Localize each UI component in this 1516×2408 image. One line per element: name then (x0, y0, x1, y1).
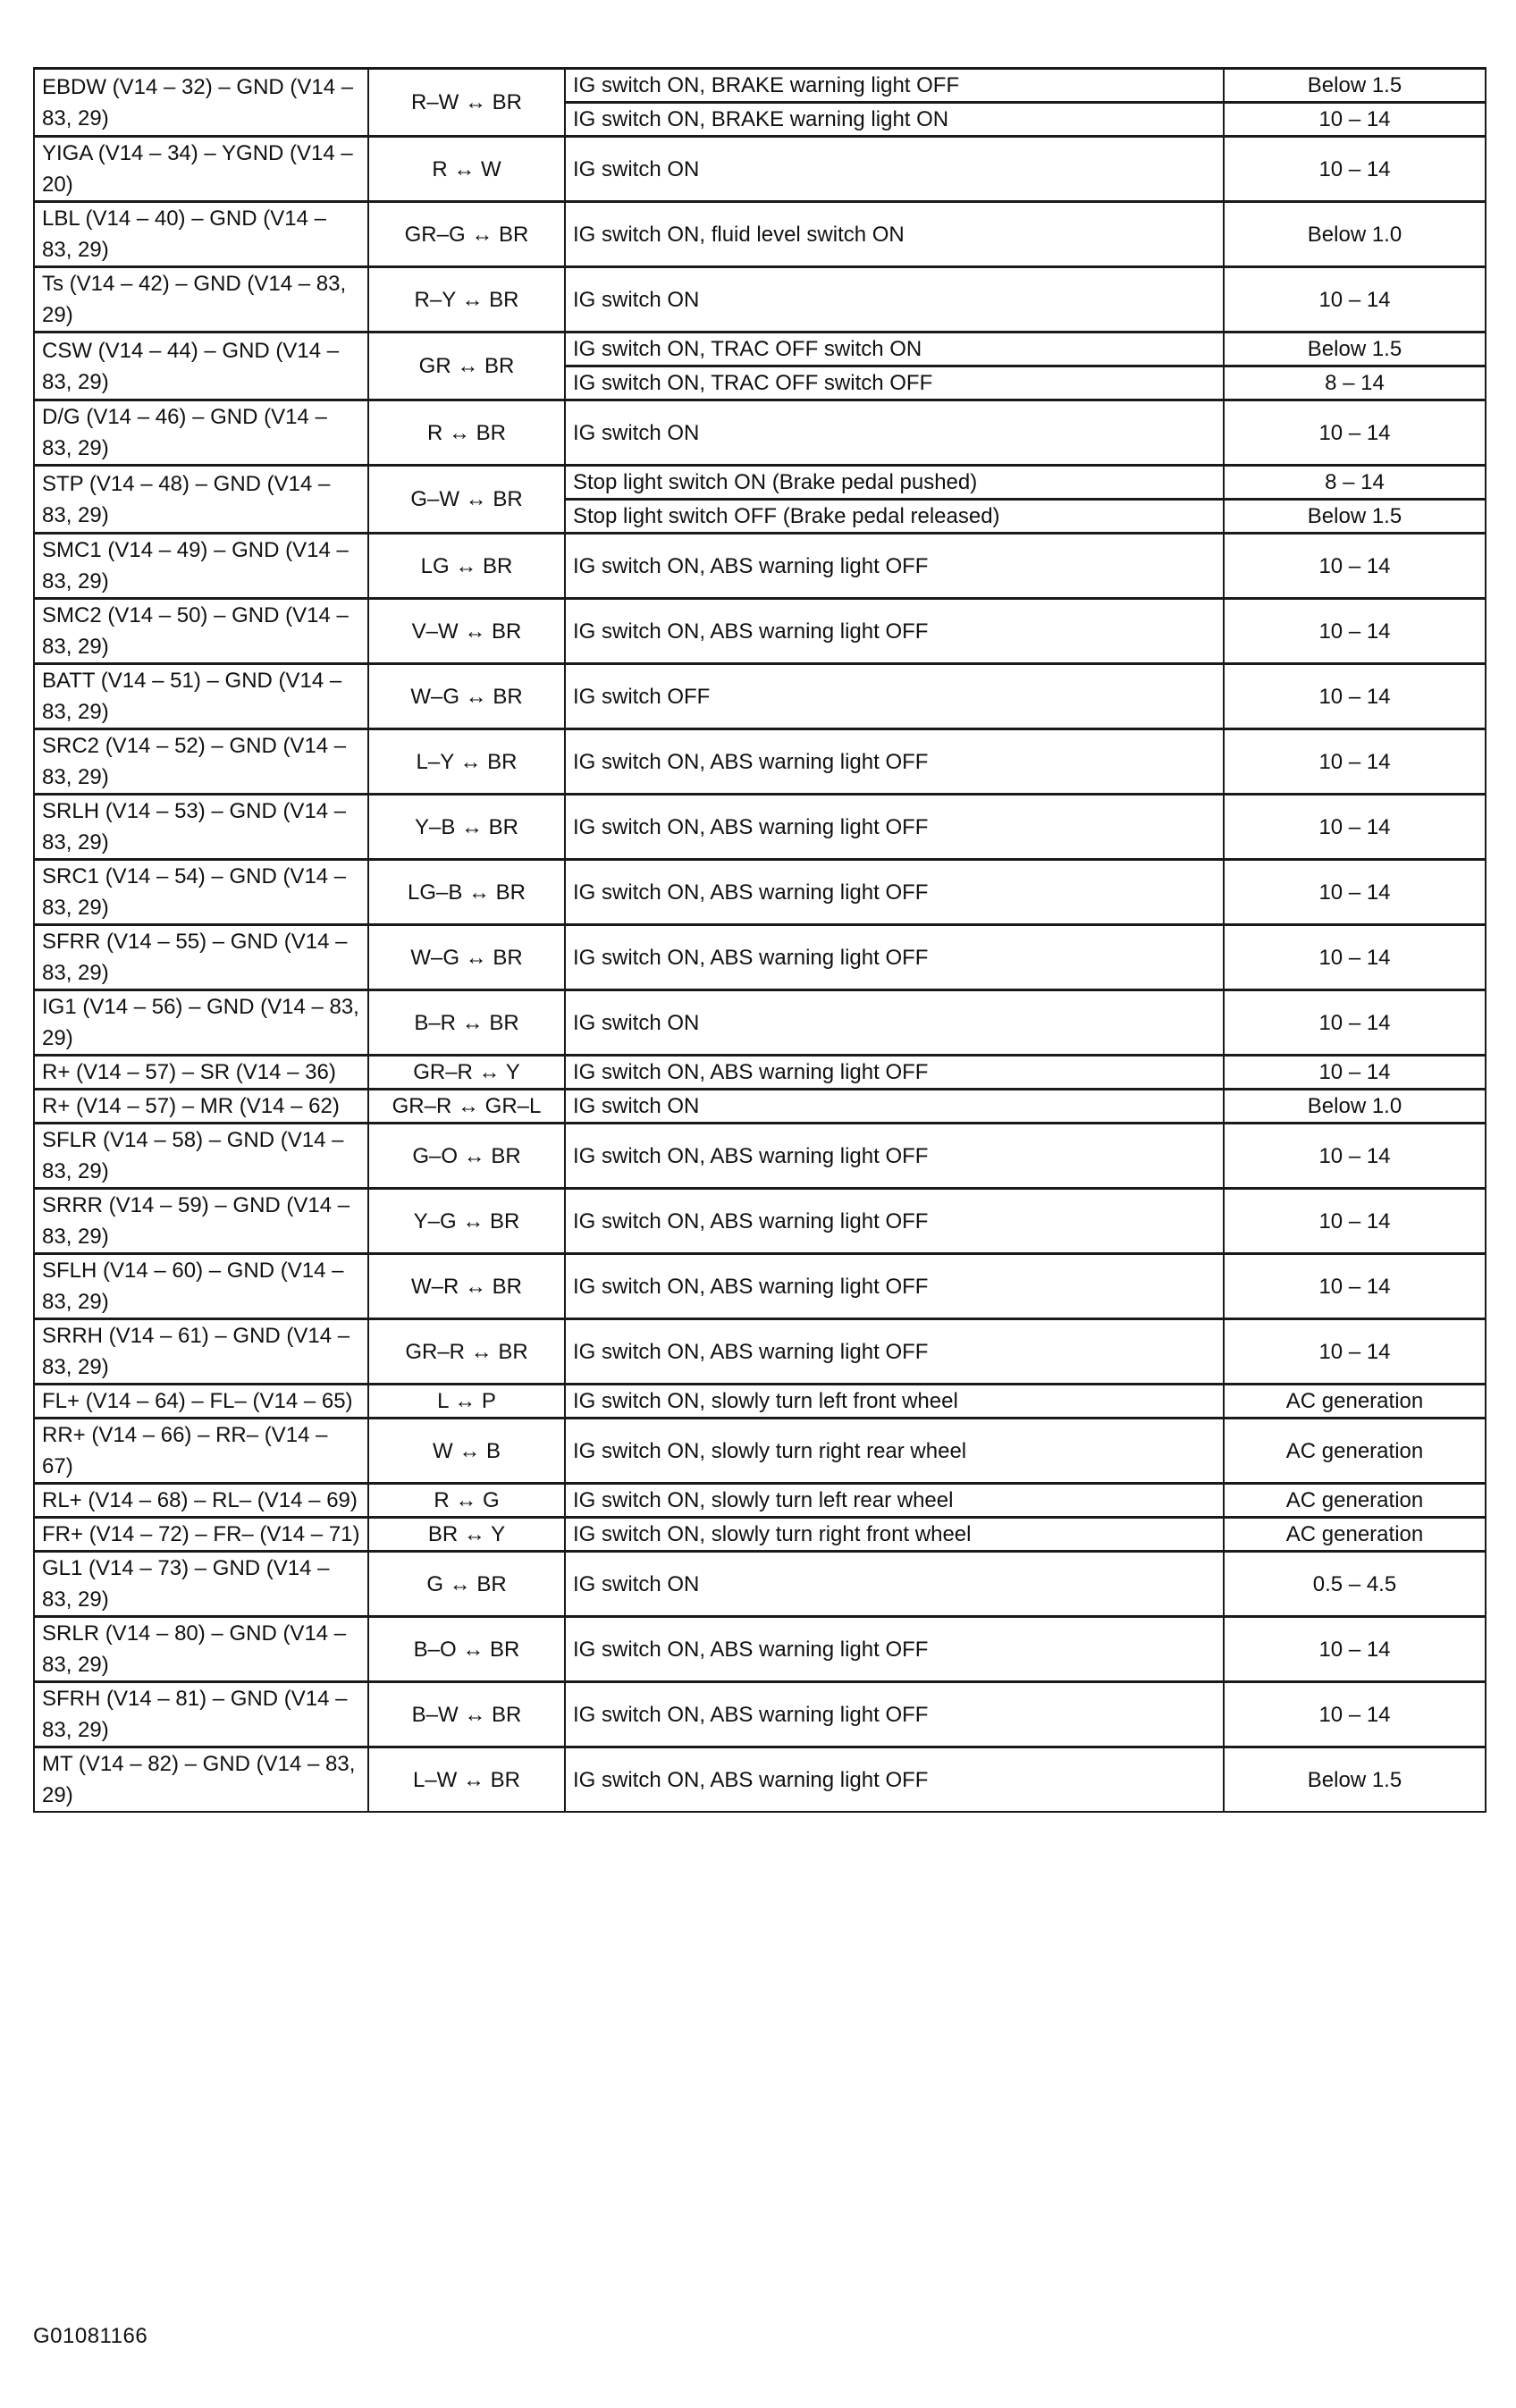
terminal-cell: SFRH (V14 – 81) – GND (V14 – 83, 29) (34, 1682, 368, 1747)
condition-cell: IG switch ON, fluid level switch ON (565, 202, 1224, 267)
terminal-cell: STP (V14 – 48) – GND (V14 – 83, 29) (34, 466, 368, 534)
table-row (34, 333, 1486, 366)
wiring-color-cell: B–R ↔ BR (368, 990, 565, 1056)
table-row-group (34, 1124, 1486, 1189)
wiring-color-cell: GR–R ↔ Y (368, 1056, 565, 1090)
specified-condition-cell: 8 – 14 (1224, 466, 1486, 500)
terminal-cell: IG1 (V14 – 56) – GND (V14 – 83, 29) (34, 990, 368, 1056)
condition-cell: IG switch ON, ABS warning light OFF (565, 729, 1224, 795)
table-row (34, 466, 1486, 500)
wiring-color-cell: L–W ↔ BR (368, 1747, 565, 1813)
condition-cell: IG switch ON, ABS warning light OFF (565, 1189, 1224, 1254)
specified-condition-cell: AC generation (1224, 1385, 1486, 1419)
table-row (34, 1090, 1486, 1124)
terminal-cell: SRLH (V14 – 53) – GND (V14 – 83, 29) (34, 795, 368, 860)
condition-cell: Stop light switch ON (Brake pedal pushed) (565, 466, 1224, 500)
specified-condition-cell: AC generation (1224, 1484, 1486, 1518)
wiring-color-cell: GR ↔ BR (368, 333, 565, 400)
specified-condition-cell: Below 1.5 (1224, 500, 1486, 534)
condition-cell: IG switch ON, ABS warning light OFF (565, 1747, 1224, 1813)
specified-condition-cell: 10 – 14 (1224, 925, 1486, 990)
condition-cell: IG switch ON, slowly turn left rear wheel (565, 1484, 1224, 1518)
specified-condition-cell: Below 1.5 (1224, 69, 1486, 103)
wiring-color-cell: GR–R ↔ GR–L (368, 1090, 565, 1124)
table-row (34, 137, 1486, 202)
table-row-group (34, 1484, 1486, 1518)
table-row-group (34, 664, 1486, 729)
wiring-color-cell: V–W ↔ BR (368, 599, 565, 664)
condition-cell: IG switch ON, ABS warning light OFF (565, 1254, 1224, 1319)
table-row (34, 925, 1486, 990)
table-row-group (34, 267, 1486, 333)
table-row (34, 69, 1486, 103)
table-row-group (34, 925, 1486, 990)
table-row (34, 400, 1486, 466)
terminal-cell: SMC1 (V14 – 49) – GND (V14 – 83, 29) (34, 534, 368, 599)
terminal-cell: LBL (V14 – 40) – GND (V14 – 83, 29) (34, 202, 368, 267)
condition-cell: IG switch ON, ABS warning light OFF (565, 795, 1224, 860)
specified-condition-cell: 10 – 14 (1224, 860, 1486, 925)
terminal-cell: FR+ (V14 – 72) – FR– (V14 – 71) (34, 1518, 368, 1552)
table-row-group (34, 137, 1486, 202)
condition-cell: IG switch ON, ABS warning light OFF (565, 1617, 1224, 1682)
specified-condition-cell: 10 – 14 (1224, 990, 1486, 1056)
table-row-group (34, 1319, 1486, 1385)
wiring-color-cell: G–O ↔ BR (368, 1124, 565, 1189)
table-row (34, 860, 1486, 925)
table-row-group (34, 1419, 1486, 1484)
terminal-cell: SRC2 (V14 – 52) – GND (V14 – 83, 29) (34, 729, 368, 795)
condition-cell: IG switch ON (565, 137, 1224, 202)
condition-cell: IG switch ON, ABS warning light OFF (565, 1056, 1224, 1090)
specified-condition-cell: 10 – 14 (1224, 599, 1486, 664)
table-row (34, 1747, 1486, 1813)
condition-cell: IG switch ON, slowly turn left front wheel (565, 1385, 1224, 1419)
table-row-group (34, 1617, 1486, 1682)
table-row (34, 599, 1486, 664)
condition-cell: IG switch ON (565, 1090, 1224, 1124)
table-row (34, 795, 1486, 860)
table-row-group (34, 1518, 1486, 1552)
condition-cell: IG switch ON, ABS warning light OFF (565, 1124, 1224, 1189)
terminal-cell: YIGA (V14 – 34) – YGND (V14 – 20) (34, 137, 368, 202)
figure-id: G01081166 (33, 2324, 148, 2348)
table-row-group (34, 466, 1486, 534)
wiring-color-cell: G–W ↔ BR (368, 466, 565, 534)
condition-cell: IG switch ON (565, 400, 1224, 466)
specified-condition-cell: 10 – 14 (1224, 267, 1486, 333)
specified-condition-cell: Below 1.5 (1224, 1747, 1486, 1813)
table-row-group (34, 599, 1486, 664)
table-row-group (34, 1254, 1486, 1319)
terminal-cell: SFLR (V14 – 58) – GND (V14 – 83, 29) (34, 1124, 368, 1189)
table-row-group (34, 69, 1486, 137)
specified-condition-cell: 10 – 14 (1224, 137, 1486, 202)
specified-condition-cell: 10 – 14 (1224, 1056, 1486, 1090)
table-row-group (34, 333, 1486, 400)
terminal-voltage-table-container (33, 67, 1485, 1813)
specified-condition-cell: 10 – 14 (1224, 729, 1486, 795)
condition-cell: IG switch ON, BRAKE warning light ON (565, 103, 1224, 137)
specified-condition-cell: Below 1.0 (1224, 202, 1486, 267)
condition-cell: IG switch ON, ABS warning light OFF (565, 534, 1224, 599)
terminal-cell: GL1 (V14 – 73) – GND (V14 – 83, 29) (34, 1552, 368, 1617)
condition-cell: IG switch ON, ABS warning light OFF (565, 1682, 1224, 1747)
specified-condition-cell: 10 – 14 (1224, 1189, 1486, 1254)
condition-cell: IG switch ON, ABS warning light OFF (565, 1319, 1224, 1385)
specified-condition-cell: 10 – 14 (1224, 795, 1486, 860)
table-row (34, 729, 1486, 795)
wiring-color-cell: W–G ↔ BR (368, 664, 565, 729)
table-row-group (34, 860, 1486, 925)
wiring-color-cell: GR–G ↔ BR (368, 202, 565, 267)
specified-condition-cell: 10 – 14 (1224, 1682, 1486, 1747)
wiring-color-cell: GR–R ↔ BR (368, 1319, 565, 1385)
terminal-cell: R+ (V14 – 57) – SR (V14 – 36) (34, 1056, 368, 1090)
wiring-color-cell: W ↔ B (368, 1419, 565, 1484)
table-row (34, 1385, 1486, 1419)
terminal-cell: SRLR (V14 – 80) – GND (V14 – 83, 29) (34, 1617, 368, 1682)
table-row-group (34, 1747, 1486, 1813)
table-row-group (34, 1385, 1486, 1419)
table-row (34, 1319, 1486, 1385)
table-row-group (34, 400, 1486, 466)
wiring-color-cell: B–O ↔ BR (368, 1617, 565, 1682)
terminal-cell: CSW (V14 – 44) – GND (V14 – 83, 29) (34, 333, 368, 400)
table-row-group (34, 990, 1486, 1056)
specified-condition-cell: Below 1.5 (1224, 333, 1486, 366)
specified-condition-cell: 10 – 14 (1224, 103, 1486, 137)
table-row-group (34, 1090, 1486, 1124)
table-row (34, 1552, 1486, 1617)
wiring-color-cell: B–W ↔ BR (368, 1682, 565, 1747)
condition-cell: IG switch ON, ABS warning light OFF (565, 599, 1224, 664)
specified-condition-cell: 10 – 14 (1224, 1617, 1486, 1682)
terminal-cell: SRRR (V14 – 59) – GND (V14 – 83, 29) (34, 1189, 368, 1254)
specified-condition-cell: 10 – 14 (1224, 1319, 1486, 1385)
wiring-color-cell: R ↔ W (368, 137, 565, 202)
wiring-color-cell: LG–B ↔ BR (368, 860, 565, 925)
table-row (34, 1518, 1486, 1552)
condition-cell: IG switch ON (565, 267, 1224, 333)
wiring-color-cell: Y–G ↔ BR (368, 1189, 565, 1254)
table-row (34, 534, 1486, 599)
wiring-color-cell: L ↔ P (368, 1385, 565, 1419)
wiring-color-cell: W–G ↔ BR (368, 925, 565, 990)
specified-condition-cell: 10 – 14 (1224, 664, 1486, 729)
terminal-cell: EBDW (V14 – 32) – GND (V14 – 83, 29) (34, 69, 368, 137)
specified-condition-cell: 10 – 14 (1224, 400, 1486, 466)
terminal-cell: MT (V14 – 82) – GND (V14 – 83, 29) (34, 1747, 368, 1813)
condition-cell: IG switch ON (565, 990, 1224, 1056)
wiring-color-cell: BR ↔ Y (368, 1518, 565, 1552)
condition-cell: IG switch ON, TRAC OFF switch ON (565, 333, 1224, 366)
condition-cell: IG switch OFF (565, 664, 1224, 729)
terminal-cell: Ts (V14 – 42) – GND (V14 – 83, 29) (34, 267, 368, 333)
terminal-cell: SFLH (V14 – 60) – GND (V14 – 83, 29) (34, 1254, 368, 1319)
condition-cell: Stop light switch OFF (Brake pedal released) (565, 500, 1224, 534)
wiring-color-cell: R ↔ BR (368, 400, 565, 466)
specified-condition-cell: 8 – 14 (1224, 366, 1486, 400)
condition-cell: IG switch ON, BRAKE warning light OFF (565, 69, 1224, 103)
table-row-group (34, 1056, 1486, 1090)
table-row-group (34, 1682, 1486, 1747)
table-row-group (34, 202, 1486, 267)
terminal-cell: D/G (V14 – 46) – GND (V14 – 83, 29) (34, 400, 368, 466)
condition-cell: IG switch ON (565, 1552, 1224, 1617)
terminal-cell: BATT (V14 – 51) – GND (V14 – 83, 29) (34, 664, 368, 729)
condition-cell: IG switch ON, ABS warning light OFF (565, 925, 1224, 990)
terminal-cell: SRC1 (V14 – 54) – GND (V14 – 83, 29) (34, 860, 368, 925)
table-row (34, 1682, 1486, 1747)
specified-condition-cell: Below 1.0 (1224, 1090, 1486, 1124)
specified-condition-cell: 10 – 14 (1224, 534, 1486, 599)
specified-condition-cell: 0.5 – 4.5 (1224, 1552, 1486, 1617)
table-row (34, 664, 1486, 729)
wiring-color-cell: R–Y ↔ BR (368, 267, 565, 333)
wiring-color-cell: G ↔ BR (368, 1552, 565, 1617)
table-row (34, 1189, 1486, 1254)
terminal-cell: R+ (V14 – 57) – MR (V14 – 62) (34, 1090, 368, 1124)
terminal-cell: RL+ (V14 – 68) – RL– (V14 – 69) (34, 1484, 368, 1518)
table-row-group (34, 795, 1486, 860)
table-row-group (34, 1552, 1486, 1617)
terminal-cell: SFRR (V14 – 55) – GND (V14 – 83, 29) (34, 925, 368, 990)
terminal-cell: RR+ (V14 – 66) – RR– (V14 – 67) (34, 1419, 368, 1484)
table-row (34, 1484, 1486, 1518)
condition-cell: IG switch ON, TRAC OFF switch OFF (565, 366, 1224, 400)
specified-condition-cell: AC generation (1224, 1518, 1486, 1552)
table-row (34, 267, 1486, 333)
condition-cell: IG switch ON, ABS warning light OFF (565, 860, 1224, 925)
terminal-cell: SMC2 (V14 – 50) – GND (V14 – 83, 29) (34, 599, 368, 664)
table-row (34, 1124, 1486, 1189)
table-row-group (34, 1189, 1486, 1254)
table-row (34, 202, 1486, 267)
table-row-group (34, 729, 1486, 795)
table-row (34, 1617, 1486, 1682)
wiring-color-cell: R–W ↔ BR (368, 69, 565, 137)
terminal-voltage-table (33, 67, 1487, 1813)
table-row (34, 1056, 1486, 1090)
specified-condition-cell: AC generation (1224, 1419, 1486, 1484)
table-row (34, 1419, 1486, 1484)
specified-condition-cell: 10 – 14 (1224, 1254, 1486, 1319)
table-row (34, 990, 1486, 1056)
table-row-group (34, 534, 1486, 599)
wiring-color-cell: L–Y ↔ BR (368, 729, 565, 795)
wiring-color-cell: LG ↔ BR (368, 534, 565, 599)
condition-cell: IG switch ON, slowly turn right rear wheel (565, 1419, 1224, 1484)
table-row (34, 1254, 1486, 1319)
wiring-color-cell: R ↔ G (368, 1484, 565, 1518)
wiring-color-cell: Y–B ↔ BR (368, 795, 565, 860)
specified-condition-cell: 10 – 14 (1224, 1124, 1486, 1189)
condition-cell: IG switch ON, slowly turn right front wheel (565, 1518, 1224, 1552)
terminal-cell: FL+ (V14 – 64) – FL– (V14 – 65) (34, 1385, 368, 1419)
wiring-color-cell: W–R ↔ BR (368, 1254, 565, 1319)
terminal-cell: SRRH (V14 – 61) – GND (V14 – 83, 29) (34, 1319, 368, 1385)
